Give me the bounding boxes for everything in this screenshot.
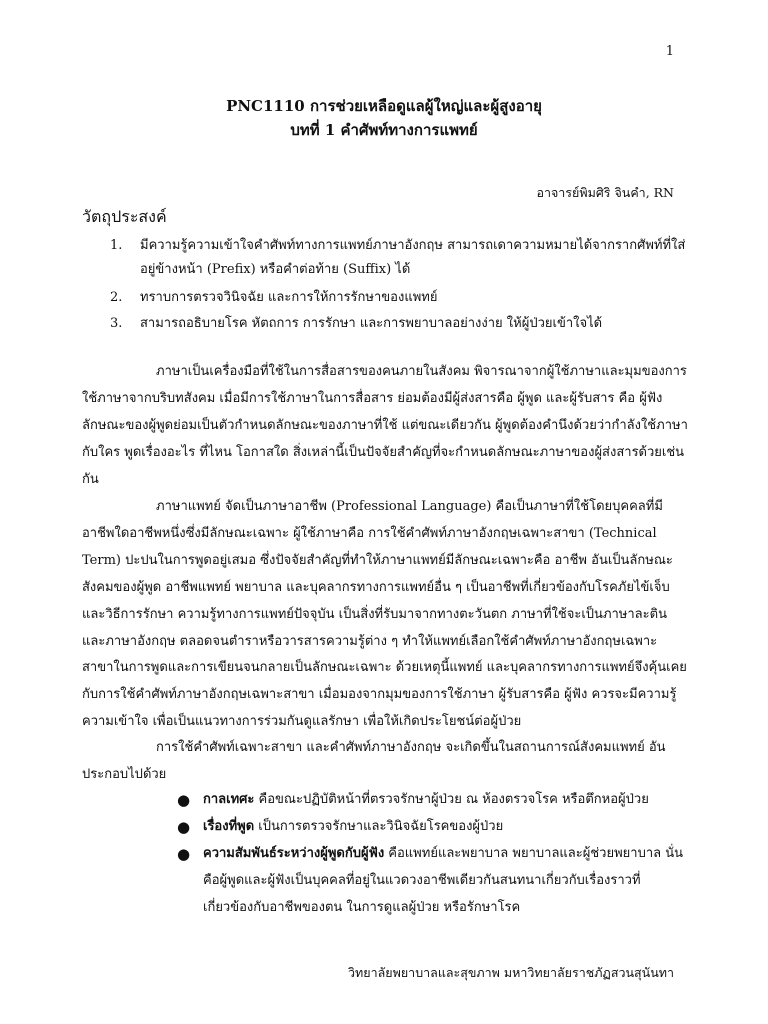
body-paragraph: ภาษาแพทย์ จัดเป็นภาษาอาชีพ (Professional Language) คือเป็นภาษาที่ใช้โดยบุคคลที่มีอาชีพใดอาชีพหนึ่งซึ่งมีลักษณะเฉพาะ ผู้ใช้ภาษาคือ การใช้คำศัพท์ภาษาอังกฤษเฉพาะสาขา (Technical Term) ปะปนในการพูดอยู่เสมอ ซึ่งปัจจัยสำคัญที่ทำให้ภาษาแพทย์มีลักษณะเฉพาะคือ อาชีพ อันเป็นลักษณะสังคมของผู้พูด อาชีพแพทย์ พยาบาล และบุคลากรทางการแพทย์อื่น ๆ เป็นอาชีพที่เกี่ยวข้องกับโรคภัยไข้เจ็บและวิธีการรักษา ความรู้ทางการแพทย์ปัจจุบัน เป็นสิ่งที่รับมาจากทางตะวันตก ภาษาที่ใช้จะเป็นภาษาละตินและภาษาอังกฤษ ตลอดจนตำราหรือวารสารความรู้ต่าง ๆ ทำให้แพทย์เลือกใช้คำศัพท์ภาษาอังกฤษเฉพาะสาขาในการพูดและการเขียนจนกลายเป็นลักษณะเฉพาะ ด้วยเหตุนี้แพทย์ และบุคลากรทางการแพทย์จึงคุ้นเคยกับการใช้คำศัพท์ภาษาอังกฤษเฉพาะสาขา เมื่อมองจากมุมของการใช้ภาษา ผู้รับสารคือ ผู้ฟัง ควรจะมีความรู้ความเข้าใจ เพื่อเป็นแนวทางการร่วมกันดูแลรักษา เพื่อให้เกิดประโยชน์ต่อผู้ป่วย: [82, 499, 687, 730]
bullet-description: เป็นการตรวจรักษาและวินิจฉัยโรคของผู้ป่วย: [254, 819, 504, 834]
objectives-heading: วัตถุประสงค์: [82, 207, 167, 226]
author-name: อาจารย์พิมศิริ จินคำ, RN: [536, 185, 674, 200]
bullet-icon: ●: [177, 818, 191, 836]
bullet-item: [177, 787, 687, 814]
bullet-text: [177, 814, 687, 841]
body-paragraph: การใช้คำศัพท์เฉพาะสาขา และคำศัพท์ภาษาอังกฤษ จะเกิดขึ้นในสถานการณ์สังคมแพทย์ อันประกอบไปด้วย: [82, 740, 666, 782]
bullet-item: [177, 841, 687, 922]
bullet-item: [177, 814, 687, 841]
page-number: 1: [665, 44, 674, 59]
objective-item: [110, 312, 690, 336]
page-footer: วิทยาลัยพยาบาลและสุขภาพ มหาวิทยาลัยราชภัฏสวนสุนันทา: [348, 965, 674, 980]
objective-number: 1.: [110, 238, 123, 253]
bullet-term: ความสัมพันธ์ระหว่างผู้พูดกับผู้ฟัง: [203, 846, 385, 861]
document-title: [0, 94, 768, 142]
objective-item: [110, 234, 690, 282]
objective-number: 2.: [110, 290, 123, 305]
bullet-text: [177, 841, 687, 922]
bullet-icon: ●: [177, 845, 191, 863]
bullet-text: [177, 787, 687, 814]
body-paragraph: ภาษาเป็นเครื่องมือที่ใช้ในการสื่อสารของคนภายในสังคม พิจารณาจากผู้ใช้ภาษาและมุมของการใช้ภาษาจากบริบทสังคม เมื่อมีการใช้ภาษาในการสื่อสาร ย่อมต้องมีผู้ส่งสารคือ ผู้พูด และผู้รับสาร คือ ผู้ฟัง ลักษณะของผู้พูดย่อมเป็นตัวกำหนดลักษณะของภาษาที่ใช้ แต่ขณะเดียวกัน ผู้พูดต้องคำนึงด้วยว่ากำลังใช้ภาษากับใคร พูดเรื่องอะไร ที่ไหน โอกาสใด สิ่งเหล่านี้เป็นปัจจัยสำคัญที่จะกำหนดลักษณะภาษาของผู้ส่งสารด้วยเช่นกัน: [82, 364, 688, 487]
title-line-chapter: บทที่ 1 คำศัพท์ทางการแพทย์: [290, 121, 478, 139]
title-line-course: PNC1110 การช่วยเหลือดูแลผู้ใหญ่และผู้สูงอายุ: [226, 97, 542, 115]
bullet-description: คือขณะปฏิบัติหน้าที่ตรวจรักษาผู้ป่วย ณ ห้องตรวจโรค หรือตึกหอผู้ป่วย: [254, 792, 649, 807]
objective-text: ทราบการตรวจวินิจฉัย และการให้การรักษาของแพทย์: [140, 290, 438, 305]
objective-text: สามารถอธิบายโรค หัตถการ การรักษา และการพยาบาลอย่างง่าย ให้ผู้ป่วยเข้าใจได้: [140, 316, 603, 331]
objective-text: มีความรู้ความเข้าใจคำศัพท์ทางการแพทย์ภาษาอังกฤษ สามารถเดาความหมายได้จากรากศัพท์ที่ใส่อยู่ข้างหน้า (Prefix) หรือคำต่อท้าย (Suffix) ได้: [140, 238, 686, 277]
bullet-description: คือแพทย์และพยาบาล พยาบาลและผู้ช่วยพยาบาล นั่นคือผู้พูดและผู้ฟังเป็นบุคคลที่อยู่ในแวดวงอาชีพเดียวกันสนทนาเกี่ยวกับเรื่องราวที่เกี่ยวข้องกับอาชีพของตน ในการดูแลผู้ป่วย หรือรักษาโรค: [203, 846, 684, 915]
bullet-term: เรื่องที่พูด: [203, 819, 255, 834]
objective-item: [110, 286, 690, 310]
bullet-term: กาลเทศะ: [203, 792, 255, 807]
objective-number: 3.: [110, 316, 123, 331]
bullet-icon: ●: [177, 791, 191, 809]
